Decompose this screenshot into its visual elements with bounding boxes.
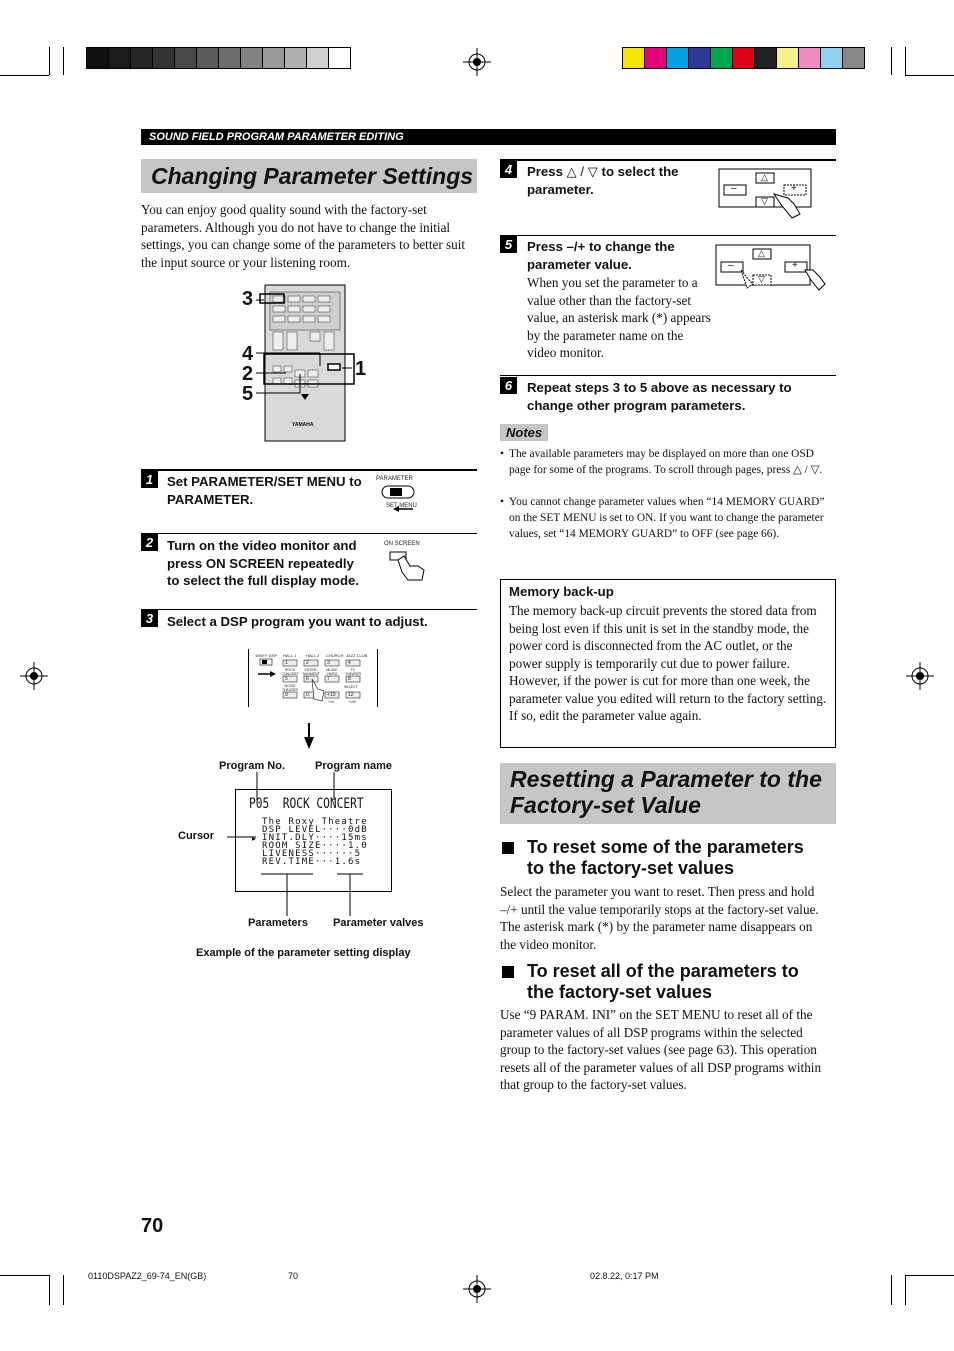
notes-label: Notes (500, 424, 548, 441)
step-rule (141, 469, 477, 471)
color-swatch (196, 47, 219, 69)
color-swatch (306, 47, 329, 69)
bullet-square-icon (502, 966, 514, 978)
brand-label: YAMAHA (292, 422, 314, 428)
color-swatch (644, 47, 667, 69)
color-swatch (820, 47, 843, 69)
step-rule (500, 235, 836, 236)
color-swatch (688, 47, 711, 69)
step-2-number: 2 (141, 534, 158, 551)
crop-mark (63, 1275, 64, 1305)
osd-header: P05 ROCK CONCERT (249, 796, 364, 812)
finger-press-icon (388, 550, 428, 584)
step-5-number: 5 (500, 236, 517, 253)
step-rule (141, 533, 477, 534)
color-swatch (776, 47, 799, 69)
reset-some-body: Select the parameter you want to reset. Then press and hold –/+ until the value temporarily stops at the factory-set value. The asterisk mark (*) by the parameter name disappears on the video monitor. (500, 884, 819, 952)
color-swatch (328, 47, 351, 69)
crop-mark (891, 47, 892, 75)
switch-label-bottom: SET MENU (386, 503, 417, 509)
color-swatch (710, 47, 733, 69)
up-down-keys-illustration: – + △ ▽ (718, 168, 814, 230)
note-item: • You cannot change parameter values when “14 MEMORY GUARD” on the SET MENU is set to ON. If you want to change the parameter values, set “14 MEMORY GUARD” to OFF (see page 66). (500, 496, 825, 540)
color-swatch (240, 47, 263, 69)
crop-mark (891, 1275, 892, 1305)
step-3-text: Select a DSP program you want to adjust. (167, 614, 428, 629)
crop-mark (49, 47, 50, 75)
switch-label-top: PARAMETER (376, 476, 413, 482)
osd-line: INIT.DLY····15ms (262, 833, 368, 843)
memory-backup-body: The memory back-up circuit prevents the stored data from being lost even if this unit is set in the standby mode, the power cord is disconnected from the AC outlet, or the power supply is temporarily cut due to power failure. However, if the power is cut for more than one week, the parameter value you edited will return to the factory setting. If so, edit the parameter value again. (509, 603, 827, 723)
down-arrow-icon (302, 723, 316, 749)
color-swatch (666, 47, 689, 69)
parameter-values-label: Parameter valves (333, 917, 424, 929)
step-3-number: 3 (141, 610, 158, 627)
callout-2: 2 (242, 363, 254, 385)
step-5-body: When you set the parameter to a value other than the factory-set value, an asterisk mark (*) appears by the parameter name on the video monitor. (527, 275, 711, 360)
callout-3: 3 (242, 288, 254, 310)
color-swatch (732, 47, 755, 69)
callout-5: 5 (242, 383, 254, 405)
reset-some-heading: To reset some of the parameters to the factory-set values (527, 837, 804, 878)
callout-4: 4 (242, 343, 254, 365)
minus-plus-keys-illustration: – + △ ▽ (715, 244, 827, 296)
crop-mark (0, 1275, 49, 1276)
step-5-title: Press –/+ to change the parameter value. (527, 239, 675, 272)
osd-line: LIVENESS······5 (262, 849, 362, 859)
reset-section-title: Resetting a Parameter to the Factory-set Value (500, 763, 836, 824)
footer-page: 70 (288, 1271, 299, 1281)
cursor-label: Cursor (178, 830, 215, 842)
color-swatch (218, 47, 241, 69)
color-swatch (174, 47, 197, 69)
program-no-label: Program No. (219, 760, 286, 772)
color-swatch (798, 47, 821, 69)
footer-file: 0110DSPAZ2_69-74_EN(GB) (88, 1271, 207, 1281)
memory-backup-title: Memory back-up (509, 584, 614, 599)
osd-line: DSP LEVEL····0dB (262, 825, 368, 835)
memory-backup-box (500, 579, 836, 748)
color-swatch (86, 47, 109, 69)
color-swatch (130, 47, 153, 69)
crop-mark (905, 1275, 954, 1276)
step-2-text: Turn on the video monitor and press ON SCREEN repeatedly to select the full display mode. (167, 538, 359, 588)
step-rule (500, 375, 836, 376)
color-swatch (754, 47, 777, 69)
callout-1: 1 (355, 358, 367, 380)
crop-mark (905, 1275, 906, 1305)
color-swatch (284, 47, 307, 69)
dsp-keypad-illustration: 10KEY DSP HALL 1 HALL 2 CHURCH JAZZ CLUB 1 2 3 4 5 6 7 8 9 0 +10 12 ROCK CONCERT ENTER-TAINMENT MUSIC VIDEO TV THEATER MOVIE THEATER SELECT +10 +100 (248, 649, 378, 707)
osd-bottom-leader-lines (255, 872, 375, 918)
crop-mark (0, 75, 49, 76)
registration-mark-icon (20, 662, 48, 690)
step-4-text: Press △ / ▽ to select the parameter. (527, 164, 679, 197)
step-6-number: 6 (500, 377, 517, 394)
step-rule (141, 609, 477, 610)
program-name-label: Program name (315, 760, 393, 772)
osd-line: REV.TIME···1.6s (262, 857, 362, 867)
step-4-number: 4 (500, 161, 517, 178)
step-1-number: 1 (141, 471, 158, 488)
reset-all-heading: To reset all of the parameters to the factory-set values (527, 961, 799, 1002)
callout-leader-lines (256, 296, 356, 396)
crop-mark (905, 75, 954, 76)
step-6-text: Repeat steps 3 to 5 above as necessary to change other program parameters. (527, 380, 792, 413)
registration-mark-icon (463, 48, 491, 76)
bullet-square-icon (502, 842, 514, 854)
osd-cursor-icon: ▸ (252, 834, 257, 843)
on-screen-label: ON SCREEN (384, 541, 420, 547)
intro-paragraph: You can enjoy good quality sound with the factory-set parameters. Although you do not have to change the initial settings, you can change some of the parameters to better suit the input source or your listening room. (141, 202, 466, 270)
note-item: • The available parameters may be displayed on more than one OSD page for some of the programs. To scroll through pages, press △ / ▽. (500, 448, 823, 476)
crop-mark (905, 47, 906, 75)
footer-date: 02.8.22, 0:17 PM (590, 1271, 659, 1281)
registration-mark-icon (906, 662, 934, 690)
page-number: 70 (141, 1215, 164, 1237)
osd-line: The Roxy Theatre (262, 817, 368, 827)
step-1-text: Set PARAMETER/SET MENU to PARAMETER. (167, 474, 362, 507)
parameters-label: Parameters (248, 917, 308, 929)
color-swatch (622, 47, 645, 69)
page-title: Changing Parameter Settings (141, 159, 477, 193)
color-swatch (108, 47, 131, 69)
crop-mark (63, 47, 64, 75)
section-header: SOUND FIELD PROGRAM PARAMETER EDITING (141, 129, 836, 145)
color-swatch (842, 47, 865, 69)
osd-caption: Example of the parameter setting display (196, 947, 411, 959)
reset-all-body: Use “9 PARAM. INI” on the SET MENU to reset all of the parameter values of all DSP programs within the selected group to the factory-set values (see page 63). This operation resets all of the parameter values of all DSP programs within that group to the factory-set values. (500, 1007, 822, 1092)
color-swatch (152, 47, 175, 69)
osd-line: ROOM SIZE····1.0 (262, 841, 368, 851)
registration-mark-icon (463, 1275, 491, 1303)
step-rule (500, 159, 836, 161)
color-swatch (262, 47, 285, 69)
crop-mark (49, 1275, 50, 1305)
